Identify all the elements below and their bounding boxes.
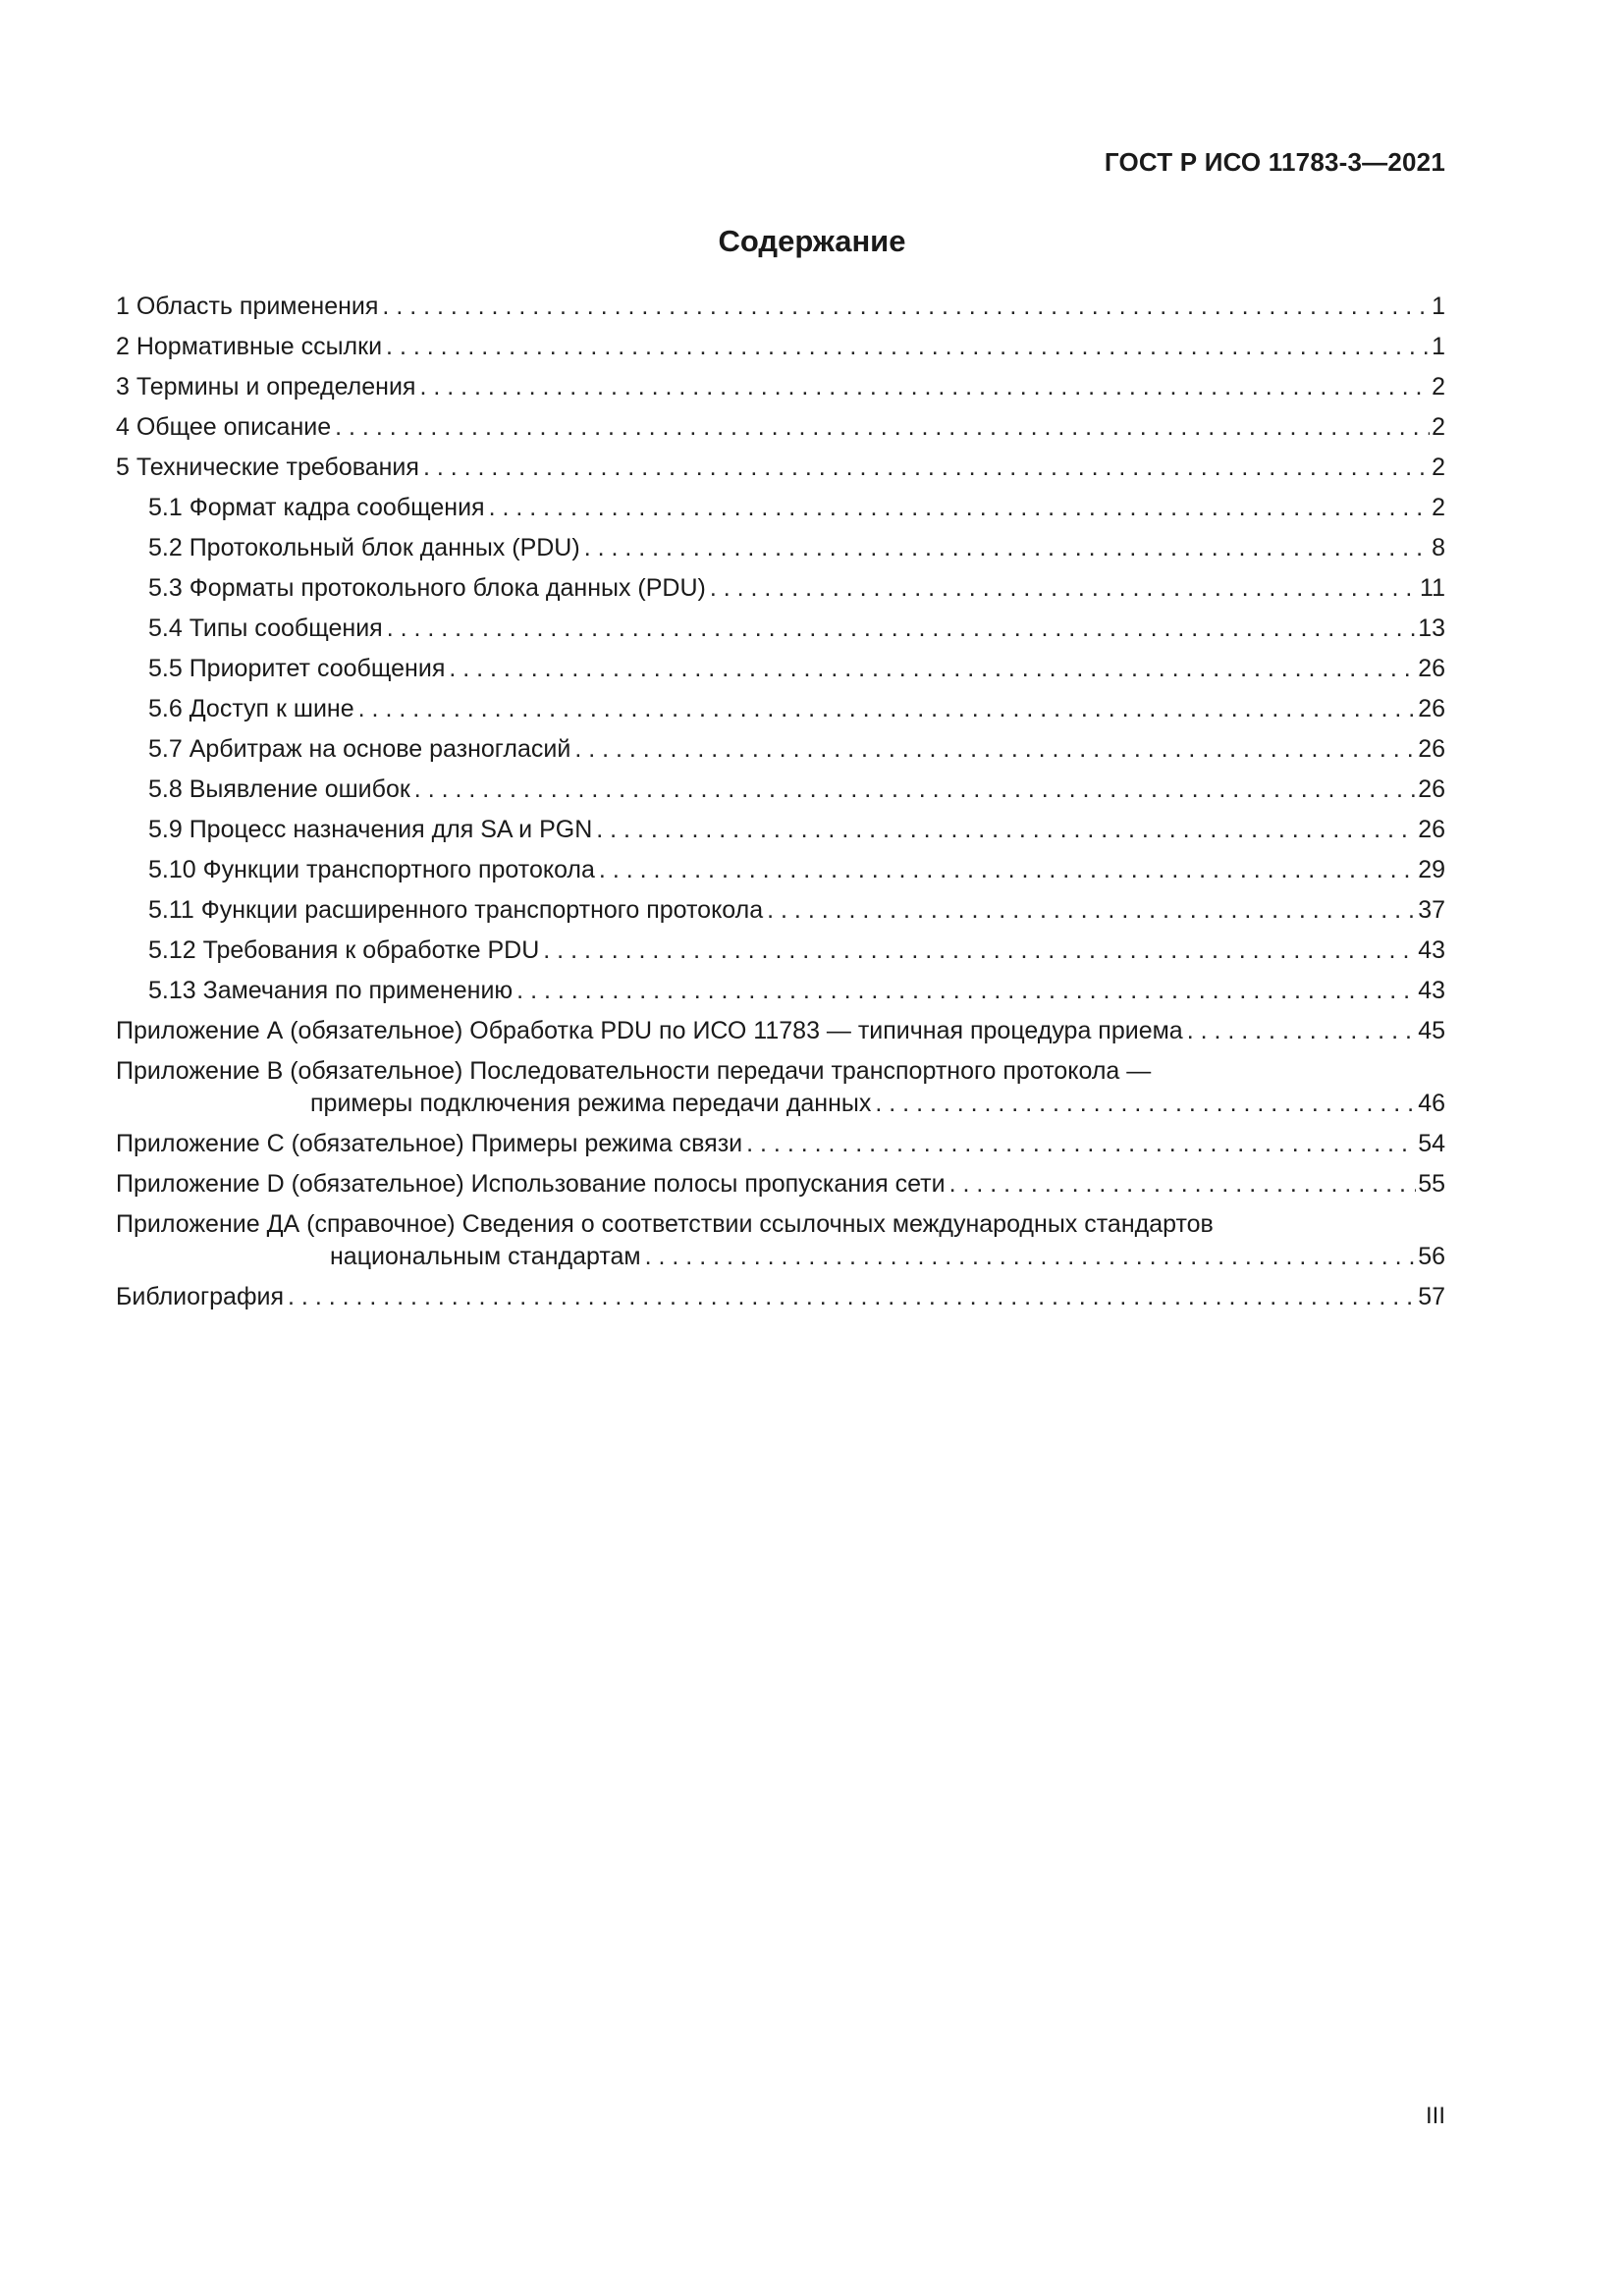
toc-entry-title: Приложение А (обязательное) Обработка PDU по ИСО 11783 — типичная процедура приема <box>116 1017 1183 1044</box>
toc-entry-5-5[interactable] <box>116 649 1445 689</box>
toc-entry-page: 26 <box>1418 655 1445 682</box>
toc-entry-page: 13 <box>1418 614 1445 642</box>
toc-entry-appendix-d[interactable] <box>116 1164 1445 1204</box>
dot-leader <box>414 770 1416 810</box>
toc-entry-title: 5.1 Формат кадра сообщения <box>148 494 485 521</box>
toc-entry-title: 5.13 Замечания по применению <box>148 977 514 1004</box>
dot-leader <box>1187 1011 1416 1051</box>
toc-entry-title: 5.10 Функции транспортного протокола <box>148 856 595 883</box>
toc-heading: Содержание <box>718 224 906 258</box>
toc-entry-title: 1 Область применения <box>116 293 379 320</box>
dot-leader <box>767 890 1416 931</box>
toc-entry-title: 5.6 Доступ к шине <box>148 695 354 722</box>
toc-entry-title-continued: примеры подключения режима передачи данных <box>310 1090 872 1117</box>
dot-leader <box>516 971 1416 1011</box>
toc-entry-page: 29 <box>1418 856 1445 883</box>
toc-entry-5-12[interactable] <box>116 931 1445 971</box>
toc-entry-page: 1 <box>1432 293 1445 320</box>
toc-entry-page: 43 <box>1418 936 1445 964</box>
toc-entry-appendix-da[interactable] <box>116 1207 1445 1277</box>
dot-leader <box>543 931 1416 971</box>
toc-entry-title-continued: национальным стандартам <box>330 1243 641 1270</box>
dot-leader <box>746 1124 1416 1164</box>
toc-entry-page: 26 <box>1418 695 1445 722</box>
toc-entry-page: 2 <box>1432 413 1445 441</box>
toc-entry-5[interactable] <box>116 448 1445 488</box>
dot-leader <box>645 1237 1417 1277</box>
toc-entry-title: 5.12 Требования к обработке PDU <box>148 936 540 964</box>
toc-entry-title: Приложение С (обязательное) Примеры режима связи <box>116 1130 743 1157</box>
dot-leader <box>584 528 1430 568</box>
toc-entry-appendix-a[interactable] <box>116 1011 1445 1051</box>
toc-entry-5-4[interactable] <box>116 609 1445 649</box>
toc-entry-5-8[interactable] <box>116 770 1445 810</box>
toc-entry-appendix-b[interactable] <box>116 1054 1445 1124</box>
toc-entry-5-7[interactable] <box>116 729 1445 770</box>
dot-leader <box>423 448 1430 488</box>
toc-entry-title: 5.8 Выявление ошибок <box>148 775 410 803</box>
toc-entry-title: 4 Общее описание <box>116 413 332 441</box>
toc-entry-title: 5.3 Форматы протокольного блока данных (PDU) <box>148 574 706 602</box>
toc-entry-4[interactable] <box>116 407 1445 448</box>
toc-entry-page: 57 <box>1418 1283 1445 1310</box>
toc-entry-3[interactable] <box>116 367 1445 407</box>
dot-leader <box>599 850 1416 890</box>
toc-entry-title: 5.9 Процесс назначения для SA и PGN <box>148 816 593 843</box>
dot-leader <box>489 488 1431 528</box>
toc-entry-page: 37 <box>1418 896 1445 924</box>
toc-entry-title: 5.5 Приоритет сообщения <box>148 655 446 682</box>
toc-entry-title: 3 Термины и определения <box>116 373 416 400</box>
toc-entry-page: 26 <box>1418 816 1445 843</box>
toc-entry-page: 26 <box>1418 775 1445 803</box>
toc-entry-title: 5.2 Протокольный блок данных (PDU) <box>148 534 580 561</box>
dot-leader <box>875 1084 1416 1124</box>
toc-entry-page: 8 <box>1432 534 1445 561</box>
toc-entry-title: 2 Нормативные ссылки <box>116 333 383 360</box>
toc-entry-title: Библиография <box>116 1283 285 1310</box>
toc-entry-title: 5 Технические требования <box>116 454 419 481</box>
toc-entry-appendix-c[interactable] <box>116 1124 1445 1164</box>
toc-entry-page: 54 <box>1418 1130 1445 1157</box>
page-folio: III <box>1425 2103 1445 2129</box>
table-of-contents <box>116 287 1445 1317</box>
toc-entry-5-11[interactable] <box>116 890 1445 931</box>
toc-entry-page: 2 <box>1432 494 1445 521</box>
toc-entry-title: Приложение В (обязательное) Последовательности передачи транспортного протокола — <box>116 1057 1152 1085</box>
dot-leader <box>949 1164 1417 1204</box>
toc-entry-title: 5.11 Функции расширенного транспортного протокола <box>148 896 764 924</box>
toc-entry-5-1[interactable] <box>116 488 1445 528</box>
toc-entry-5-3[interactable] <box>116 568 1445 609</box>
toc-entry-page: 2 <box>1432 454 1445 481</box>
dot-leader <box>419 367 1430 407</box>
toc-entry-page: 26 <box>1418 735 1445 763</box>
toc-entry-page: 1 <box>1432 333 1445 360</box>
toc-entry-5-2[interactable] <box>116 528 1445 568</box>
toc-entry-title: 5.4 Типы сообщения <box>148 614 383 642</box>
toc-entry-page: 43 <box>1418 977 1445 1004</box>
toc-entry-page: 45 <box>1418 1017 1445 1044</box>
dot-leader <box>574 729 1416 770</box>
dot-leader <box>358 689 1417 729</box>
dot-leader <box>386 327 1430 367</box>
toc-entry-5-9[interactable] <box>116 810 1445 850</box>
toc-entry-title: Приложение D (обязательное) Использование полосы пропускания сети <box>116 1170 946 1198</box>
toc-entry-page: 46 <box>1418 1090 1445 1117</box>
toc-entry-2[interactable] <box>116 327 1445 367</box>
toc-entry-page: 55 <box>1418 1170 1445 1198</box>
dot-leader <box>387 609 1416 649</box>
dot-leader <box>596 810 1416 850</box>
toc-entry-title: 5.7 Арбитраж на основе разногласий <box>148 735 571 763</box>
toc-entry-5-13[interactable] <box>116 971 1445 1011</box>
toc-entry-bibliography[interactable] <box>116 1277 1445 1317</box>
dot-leader <box>288 1277 1416 1317</box>
toc-entry-title: Приложение ДА (справочное) Сведения о соответствии ссылочных международных стандартов <box>116 1210 1214 1238</box>
dot-leader <box>382 287 1430 327</box>
toc-entry-page: 56 <box>1418 1243 1445 1270</box>
toc-entry-5-10[interactable] <box>116 850 1445 890</box>
document-code: ГОСТ Р ИСО 11783-3—2021 <box>1104 147 1445 177</box>
dot-leader <box>449 649 1416 689</box>
toc-entry-1[interactable] <box>116 287 1445 327</box>
toc-entry-5-6[interactable] <box>116 689 1445 729</box>
dot-leader <box>710 568 1418 609</box>
dot-leader <box>335 407 1430 448</box>
toc-entry-page: 2 <box>1432 373 1445 400</box>
toc-entry-page: 11 <box>1420 574 1445 602</box>
